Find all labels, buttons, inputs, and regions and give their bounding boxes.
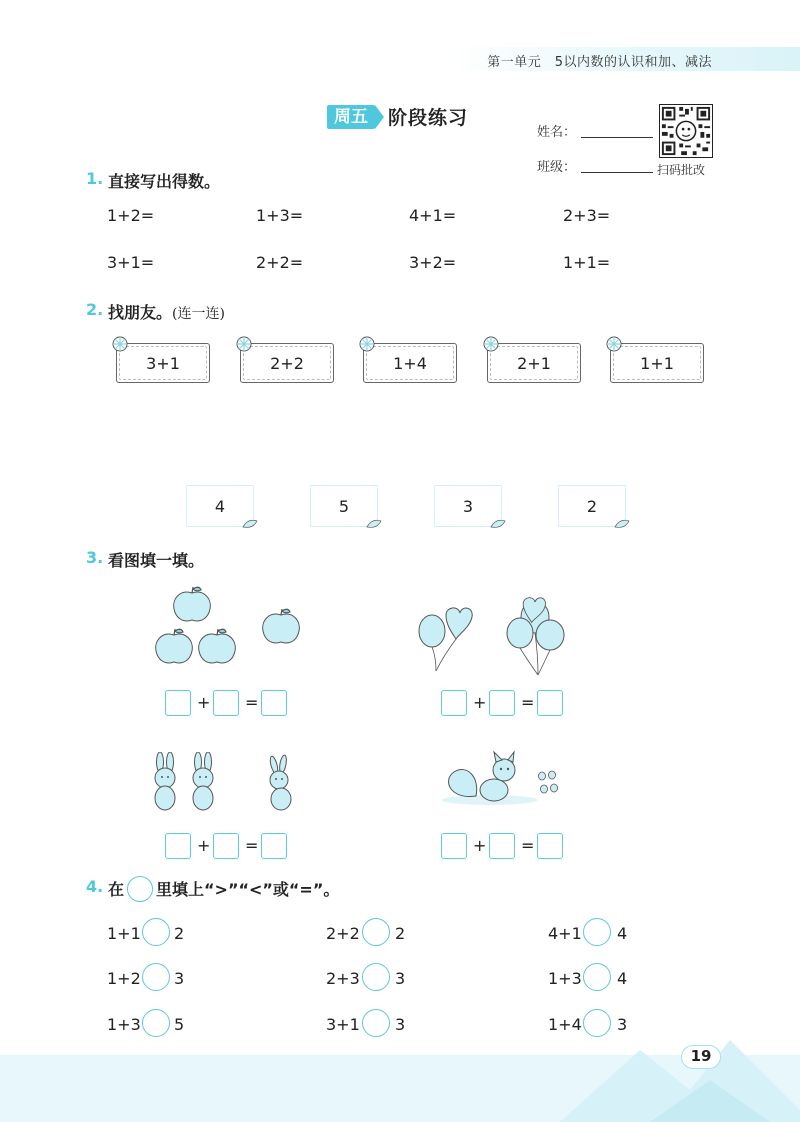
expression: 3+2=: [409, 253, 457, 272]
apples-picture: [150, 585, 310, 670]
section-4-title: [108, 877, 339, 902]
compare-left: 1+3: [548, 969, 582, 988]
page-number: 19: [681, 1045, 721, 1069]
qr-code-icon[interactable]: [659, 104, 713, 158]
rabbits-picture: [148, 752, 308, 817]
card-label: 1+1: [640, 354, 674, 373]
plus-sign: +: [473, 836, 487, 855]
compare-right: 2: [395, 924, 406, 943]
unit-title: 第一单元 5以内数的认识和加、减法: [487, 55, 712, 70]
flower-icon: [111, 335, 129, 353]
expression-card[interactable]: [240, 343, 334, 383]
compare-left: 2+3: [326, 969, 360, 988]
answer-box[interactable]: [489, 690, 515, 716]
section-1-title: 直接写出得数。: [108, 172, 221, 191]
day-badge: 周五: [327, 105, 375, 129]
card-label: 2+1: [517, 354, 551, 373]
leaf-icon: [241, 516, 259, 530]
compare-left: 4+1: [548, 924, 582, 943]
compare-left: 3+1: [326, 1015, 360, 1034]
section-2-title: [108, 300, 225, 323]
leaf-icon: [613, 516, 631, 530]
circle-icon: [127, 876, 153, 902]
expression-card[interactable]: [116, 343, 210, 383]
compare-left: 1+1: [107, 924, 141, 943]
compare-left: 2+2: [326, 924, 360, 943]
mountain-decoration: [560, 1020, 800, 1122]
card-label: 4: [214, 497, 226, 516]
class-label: 班级：: [537, 160, 577, 175]
card-label: 1+4: [393, 354, 427, 373]
class-field[interactable]: [581, 172, 653, 173]
section-2-subtitle: (连一连): [172, 306, 225, 322]
expression: 3+1=: [107, 253, 155, 272]
expression: 1+3=: [256, 206, 304, 225]
compare-circle[interactable]: [142, 963, 170, 991]
expression-card[interactable]: [487, 343, 581, 383]
card-label: 2+2: [270, 354, 304, 373]
plus-sign: +: [473, 693, 487, 712]
number-card[interactable]: [434, 485, 502, 527]
compare-circle[interactable]: [583, 918, 611, 946]
section-2-title-text: 找朋友。: [108, 303, 173, 322]
compare-right: 3: [395, 1015, 406, 1034]
compare-circle[interactable]: [142, 918, 170, 946]
answer-box[interactable]: [261, 690, 287, 716]
card-label: 5: [338, 497, 350, 516]
expression: 1+2=: [107, 206, 155, 225]
answer-box[interactable]: [537, 833, 563, 859]
compare-right: 3: [174, 969, 185, 988]
section-2-number: 2.: [86, 300, 104, 319]
compare-circle[interactable]: [362, 963, 390, 991]
compare-left: 1+3: [107, 1015, 141, 1034]
answer-box[interactable]: [261, 833, 287, 859]
number-card[interactable]: [558, 485, 626, 527]
answer-box[interactable]: [441, 690, 467, 716]
card-label: 2: [586, 497, 598, 516]
compare-right: 4: [617, 924, 628, 943]
expression: 4+1=: [409, 206, 457, 225]
plus-sign: +: [197, 693, 211, 712]
compare-left: 1+2: [107, 969, 141, 988]
answer-box[interactable]: [489, 833, 515, 859]
equals-sign: =: [245, 836, 259, 855]
balloons-picture: [410, 595, 580, 680]
equals-sign: =: [521, 836, 535, 855]
compare-right: 3: [617, 1015, 628, 1034]
card-label: 3+1: [146, 354, 180, 373]
leaf-icon: [489, 516, 507, 530]
section-3-title: 看图填一填。: [108, 551, 205, 570]
page-title: 阶段练习: [388, 107, 469, 129]
compare-circle[interactable]: [362, 1009, 390, 1037]
expression: 2+2=: [256, 253, 304, 272]
flower-icon: [358, 335, 376, 353]
answer-box[interactable]: [537, 690, 563, 716]
compare-right: 3: [395, 969, 406, 988]
name-label: 姓名：: [537, 125, 577, 140]
answer-box[interactable]: [213, 833, 239, 859]
expression-card[interactable]: [363, 343, 457, 383]
section-4-title-before: 在: [108, 880, 125, 899]
flower-icon: [235, 335, 253, 353]
answer-box[interactable]: [165, 833, 191, 859]
expression: 1+1=: [563, 253, 611, 272]
compare-right: 2: [174, 924, 185, 943]
card-label: 3: [462, 497, 474, 516]
plus-sign: +: [197, 836, 211, 855]
compare-right: 4: [617, 969, 628, 988]
section-3-number: 3.: [86, 548, 104, 567]
name-field[interactable]: [581, 137, 653, 138]
answer-box[interactable]: [213, 690, 239, 716]
compare-circle[interactable]: [142, 1009, 170, 1037]
leaf-icon: [365, 516, 383, 530]
compare-right: 5: [174, 1015, 185, 1034]
compare-left: 1+4: [548, 1015, 582, 1034]
compare-circle[interactable]: [362, 918, 390, 946]
expression-card[interactable]: [610, 343, 704, 383]
number-card[interactable]: [310, 485, 378, 527]
expression: 2+3=: [563, 206, 611, 225]
section-4-number: 4.: [86, 877, 104, 896]
equals-sign: =: [521, 693, 535, 712]
qr-caption: 扫码批改: [657, 163, 706, 177]
number-card[interactable]: [186, 485, 254, 527]
section-1-number: 1.: [86, 169, 104, 188]
answer-box[interactable]: [165, 690, 191, 716]
flower-icon: [605, 335, 623, 353]
answer-box[interactable]: [441, 833, 467, 859]
equals-sign: =: [245, 693, 259, 712]
squirrel-picture: [440, 750, 580, 810]
flower-icon: [482, 335, 500, 353]
compare-circle[interactable]: [583, 963, 611, 991]
section-4-title-after: 里填上“>”“<”或“=”。: [156, 880, 340, 899]
